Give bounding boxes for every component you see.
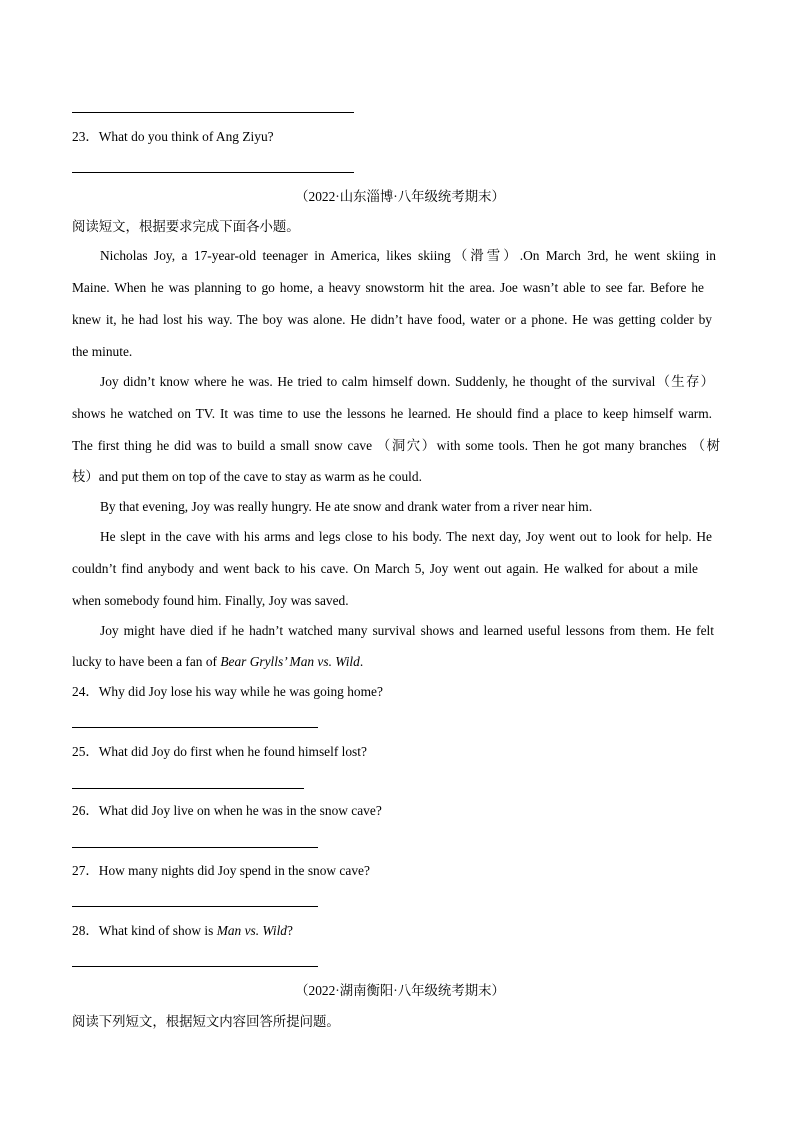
- passage-p4-line3: when somebody found him. Finally, Joy was saved.: [72, 593, 349, 608]
- answer-line-27: [72, 906, 318, 907]
- passage-p3: By that evening, Joy was really hungry. He ate snow and drank water from a river near him.: [100, 499, 593, 514]
- passage-p2-line4: 枝）and put them on top of the cave to stay as warm as he could.: [72, 469, 422, 484]
- section-source-1: （2022·山东淄博·八年级统考期末）: [295, 189, 505, 204]
- passage-p1-line3: knew it, he had lost his way. The boy was alone. He didn’t have food, water or a phone. He was getting colder by: [72, 312, 712, 327]
- answer-line-23: [72, 172, 354, 173]
- passage-p2-line1: Joy didn’t know where he was. He tried to calm himself down. Suddenly, he thought of the survival（生存）: [100, 374, 714, 389]
- passage-p4-line1: He slept in the cave with his arms and legs close to his body. The next day, Joy went out to look for help. He: [100, 529, 712, 544]
- passage-p5-line1: Joy might have died if he hadn’t watched many survival shows and learned useful lessons from them. He felt: [100, 623, 714, 638]
- question-26: 26．What did Joy live on when he was in the snow cave?: [72, 803, 382, 818]
- answer-line-22: [72, 112, 354, 113]
- passage-p1-line2: Maine. When he was planning to go home, a heavy snowstorm hit the area. Joe wasn’t able to see far. Before he: [72, 280, 704, 295]
- passage-p2-line2: shows he watched on TV. It was time to use the lessons he learned. He should find a place to keep himself warm.: [72, 406, 712, 421]
- answer-line-26: [72, 847, 318, 848]
- question-28: [72, 922, 293, 940]
- passage-p2-line3: The first thing he did was to build a small snow cave （洞穴）with some tools. Then he got many branches （树: [72, 438, 720, 453]
- question-25: 25．What did Joy do first when he found himself lost?: [72, 744, 367, 759]
- question-23: 23．What do you think of Ang Ziyu?: [72, 129, 274, 144]
- passage-p1-line4: the minute.: [72, 344, 133, 359]
- question-28-suffix: ?: [286, 923, 293, 938]
- passage-p1-line1: Nicholas Joy, a 17-year-old teenager in America, likes skiing（滑雪）.On March 3rd, he went skiing in: [100, 248, 716, 263]
- passage-p5-line2: [72, 653, 363, 671]
- section-source-2: （2022·湖南衡阳·八年级统考期末）: [295, 983, 505, 998]
- question-24: 24．Why did Joy lose his way while he was going home?: [72, 684, 383, 699]
- answer-line-25: [72, 788, 304, 789]
- answer-line-28: [72, 966, 318, 967]
- section-instruction-2: 阅读下列短文，根据短文内容回答所提问题。: [72, 1014, 340, 1029]
- passage-p4-line2: couldn’t find anybody and went back to his cave. On March 5, Joy went out again. He walked for about a mile: [72, 561, 698, 576]
- passage-p5-line2-suffix: .: [359, 654, 364, 669]
- question-28-title: Man vs. Wild: [216, 923, 287, 938]
- answer-line-24: [72, 727, 318, 728]
- show-title: Bear Grylls’ Man vs. Wild: [220, 654, 360, 669]
- section-instruction-1: 阅读短文，根据要求完成下面各小题。: [72, 219, 300, 234]
- question-28-prefix: 28．What kind of show is: [72, 923, 217, 938]
- question-27: 27．How many nights did Joy spend in the snow cave?: [72, 863, 370, 878]
- passage-p5-line2-prefix: lucky to have been a fan of: [72, 654, 221, 669]
